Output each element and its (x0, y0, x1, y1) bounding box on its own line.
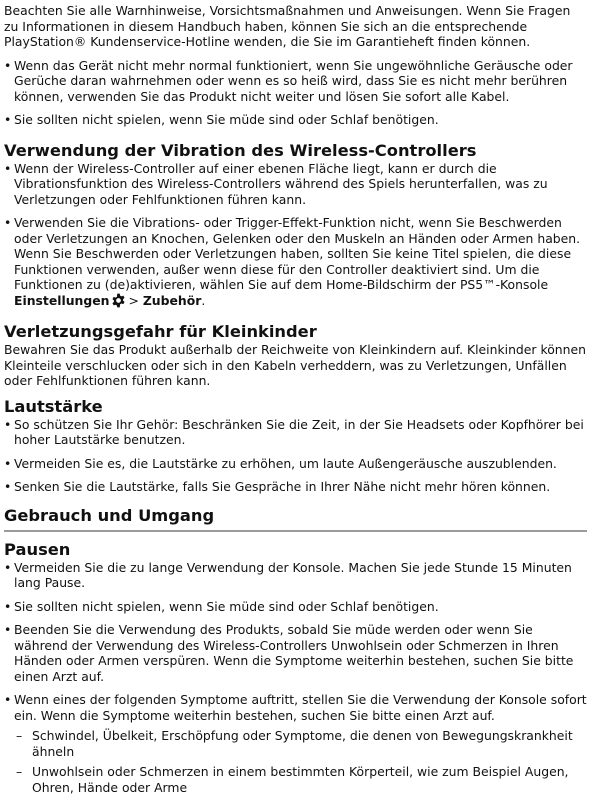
vibration-instruction-text: Verwenden Sie die Vibrations- oder Trigger-Effekt-Funktion nicht, wenn Sie Beschwerden oder Verletzungen an Knochen, Gelenken oder den Muskeln an Händen oder Armen haben. Wenn Sie Beschwerden oder Verletzungen haben, sollten Sie keine Titel spielen, die diese Funktionen verwenden, außer wenn diese für den Controller deaktiviert sind. Um die Funktionen zu (de)aktivieren, wählen Sie auf dem Home-Bildschirm der PS5™-Konsole (14, 215, 581, 292)
list-item: • Wenn das Gerät nicht mehr normal funktioniert, wenn Sie ungewöhnliche Geräusche oder Gerüche daran wahrnehmen oder wenn es so heiß wird, dass Sie es nicht mehr berühren können, verwenden Sie das Produkt nicht weiter und lösen Sie sofort alle Kabel. (4, 58, 587, 105)
volume-bullet-list (4, 417, 587, 495)
section-heading-vibration: Verwendung der Vibration des Wireless-Controllers (4, 140, 477, 160)
list-item: • Wenn der Wireless-Controller auf einer ebenen Fläche liegt, kann er durch die Vibrationsfunktion des Wireless-Controllers während des Spiels herunterfallen, was zu Verletzungen oder Fehlfunktionen führen kann. (4, 161, 587, 208)
gear-icon (111, 293, 126, 312)
breaks-bullet-list (4, 560, 587, 724)
list-item: • Beenden Sie die Verwendung des Produkts, sobald Sie müde werden oder wenn Sie während der Verwendung des Wireless-Controllers Unwohlsein oder Schmerzen in Ihren Händen oder Armen verspüren. Wenn die Symptome weiterhin bestehen, suchen Sie bitte einen Arzt auf. (4, 622, 587, 684)
list-item: • Wenn eines der folgenden Symptome auftritt, stellen Sie die Verwendung der Konsole sofort ein. Wenn die Symptome weiterhin bestehen, suchen Sie bitte einen Arzt auf. (4, 692, 587, 723)
section-heading-breaks: Pausen (4, 539, 71, 559)
section-heading-volume: Lautstärke (4, 396, 103, 416)
path-separator: > (128, 292, 139, 308)
list-item: • Sie sollten nicht spielen, wenn Sie müde sind oder Schlaf benötigen. (4, 599, 587, 615)
intro-bullet-list (4, 58, 587, 128)
section-heading-children: Verletzungsgefahr für Kleinkinder (4, 322, 317, 341)
accessories-label: Zubehör (142, 292, 202, 308)
chapter-heading-usage: Gebrauch und Umgang (4, 506, 587, 532)
list-item: • Vermeiden Sie es, die Lautstärke zu erhöhen, um laute Außengeräusche auszublenden. (4, 456, 587, 472)
list-item-settings-path (4, 215, 587, 311)
sub-list-item: – Unwohlsein oder Schmerzen in einem bestimmten Körperteil, wie zum Beispiel Augen, Ohren, Hände oder Arme (4, 764, 587, 795)
vibration-bullet-list (4, 161, 587, 312)
list-item: • So schützen Sie Ihr Gehör: Beschränken Sie die Zeit, in der Sie Headsets oder Kopfhörer bei hoher Lautstärke benutzen. (4, 417, 587, 448)
settings-label: Einstellungen (14, 292, 110, 308)
list-item: • Senken Sie die Lautstärke, falls Sie Gespräche in Ihrer Nähe nicht mehr hören können. (4, 479, 587, 495)
list-item: • Sie sollten nicht spielen, wenn Sie müde sind oder Schlaf benötigen. (4, 112, 587, 128)
list-item: • Vermeiden Sie die zu lange Verwendung der Konsole. Machen Sie jede Stunde 15 Minuten lang Pause. (4, 560, 587, 591)
sentence-period: . (201, 292, 206, 308)
children-paragraph: Bewahren Sie das Produkt außerhalb der Reichweite von Kleinkindern auf. Kleinkinder können Kleinteile verschlucken oder sich in den Kabeln verheddern, was zu Verletzungen, Unfällen oder Fehlfunktionen führen kann. (4, 342, 586, 388)
symptoms-sub-list (4, 728, 587, 795)
intro-paragraph: Beachten Sie alle Warnhinweise, Vorsichtsmaßnahmen und Anweisungen. Wenn Sie Fragen zu Informationen in diesem Handbuch haben, können Sie sich an die entsprechende PlayStation® Kundenservice-Hotline wenden, die Sie im Garantieheft finden können. (4, 3, 571, 49)
sub-list-item: – Schwindel, Übelkeit, Erschöpfung oder Symptome, die denen von Bewegungskrankheit ähneln (4, 728, 587, 759)
